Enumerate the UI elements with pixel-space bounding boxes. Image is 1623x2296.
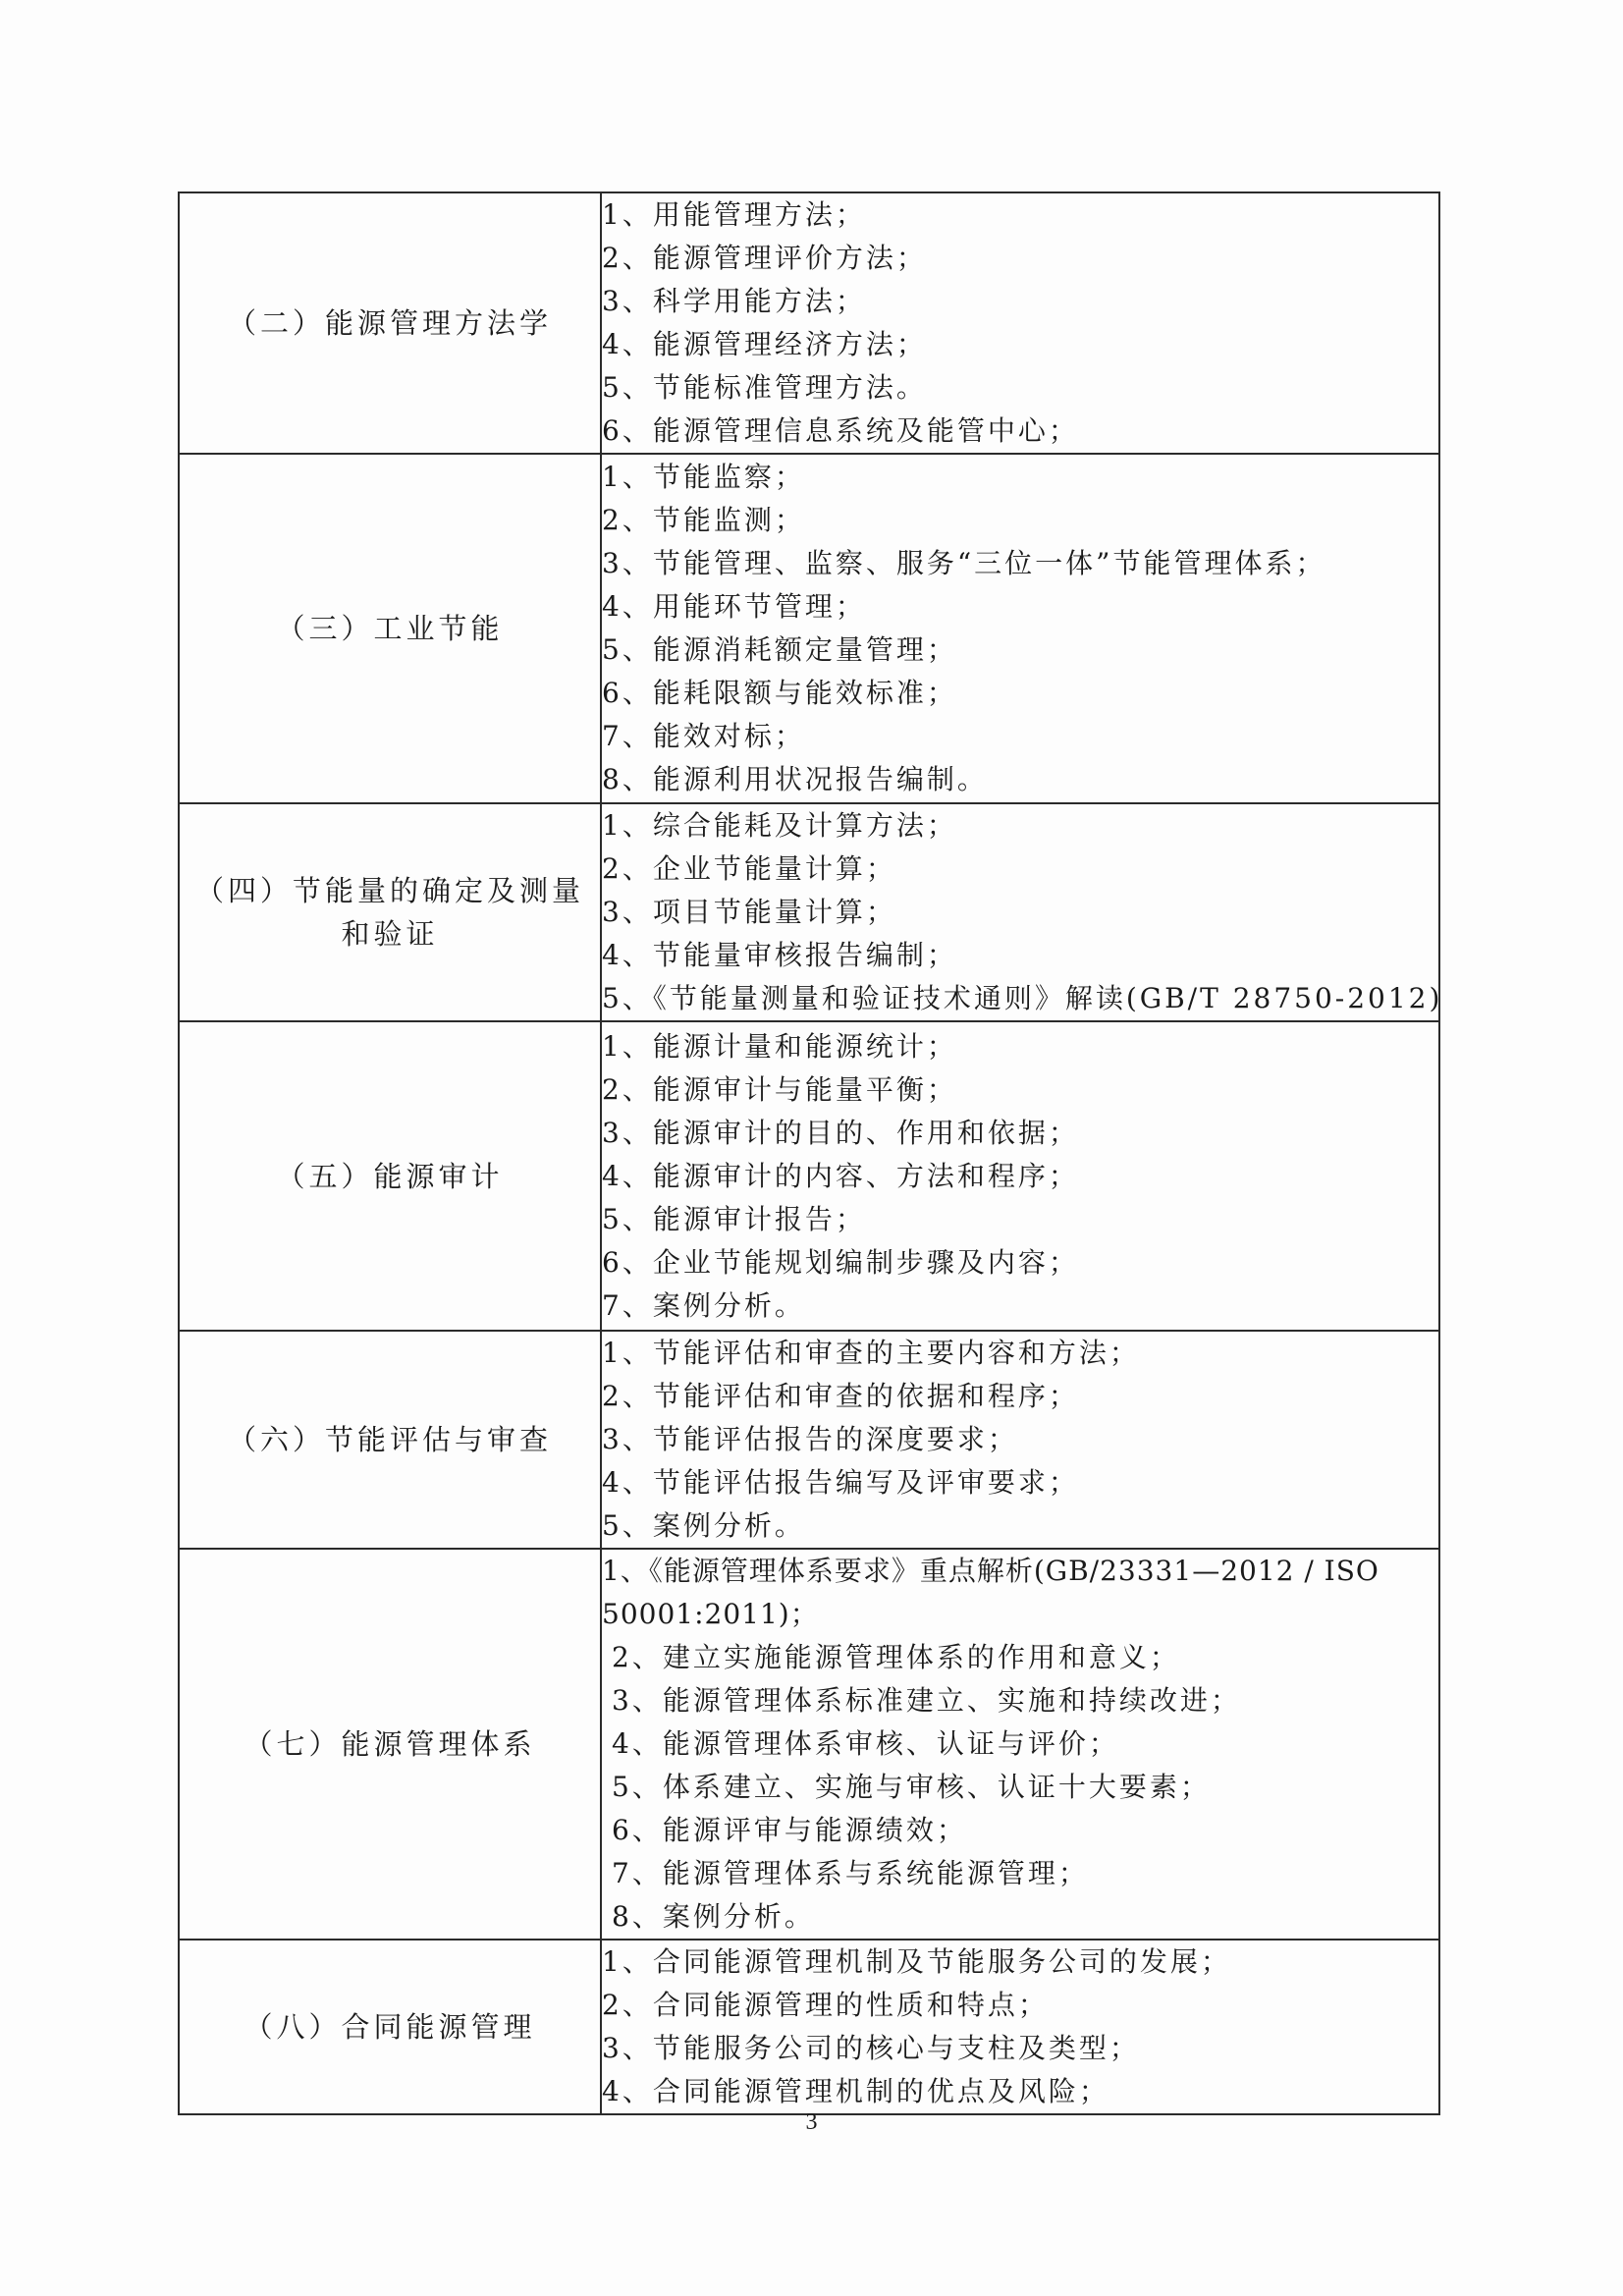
- section-content: [601, 1940, 1439, 2114]
- content-item: 4、节能评估报告编写及评审要求；: [602, 1466, 1079, 1499]
- content-item: 3、项目节能量计算；: [602, 896, 896, 928]
- content-item: 5、案例分析。: [602, 1509, 805, 1542]
- content-item: 5、能源审计报告；: [602, 1202, 866, 1235]
- content-item: 1、节能评估和审查的主要内容和方法；: [602, 1337, 1140, 1369]
- content-item: 7、能源管理体系与系统能源管理；: [612, 1857, 1089, 1889]
- content-item: 3、节能服务公司的核心与支柱及类型；: [602, 2032, 1140, 2064]
- content-item: 4、用能环节管理；: [602, 590, 866, 623]
- content-item: 6、企业节能规划编制步骤及内容；: [602, 1245, 1079, 1279]
- syllabus-table-body: [179, 192, 1443, 2114]
- syllabus-table: [178, 191, 1443, 2115]
- content-item: 8、能源利用状况报告编制。: [602, 763, 988, 795]
- syllabus-row: [179, 454, 1439, 803]
- section-topic: （七）能源管理体系: [179, 1549, 601, 1940]
- syllabus-row: [179, 803, 1439, 1021]
- section-content: [601, 803, 1443, 1021]
- content-item: 1、能源计量和能源统计；: [602, 1029, 957, 1063]
- content-item: 1、用能管理方法；: [602, 198, 866, 231]
- content-item: 3、节能评估报告的深度要求；: [602, 1423, 1018, 1455]
- section-topic: （六）节能评估与审查: [179, 1331, 601, 1549]
- syllabus-row: [179, 1021, 1439, 1331]
- section-content: [601, 1331, 1439, 1549]
- content-item: 5、能源消耗额定量管理；: [602, 633, 957, 666]
- section-content: [601, 454, 1439, 803]
- section-topic: （二）能源管理方法学: [179, 192, 601, 454]
- content-item: 3、能源审计的目的、作用和依据；: [602, 1116, 1079, 1149]
- content-item: 4、节能量审核报告编制；: [602, 939, 957, 971]
- content-item: 2、建立实施能源管理体系的作用和意义；: [612, 1641, 1180, 1673]
- content-item: 3、能源管理体系标准建立、实施和持续改进；: [612, 1684, 1241, 1717]
- content-item: 3、节能管理、监察、服务“三位一体”节能管理体系；: [602, 547, 1326, 579]
- section-content: [601, 1549, 1439, 1940]
- content-item: 7、能效对标；: [602, 720, 805, 752]
- content-item: 5、《节能量测量和验证技术通则》解读(GB/T 28750-2012): [602, 982, 1443, 1014]
- content-item: 4、能源管理经济方法；: [602, 328, 927, 360]
- content-item: 6、能耗限额与能效标准；: [602, 677, 957, 709]
- section-topic: （三）工业节能: [179, 454, 601, 803]
- content-item: 1、合同能源管理机制及节能服务公司的发展；: [602, 1945, 1231, 1978]
- content-item: 2、能源管理评价方法；: [602, 242, 927, 274]
- content-item: 8、案例分析。: [612, 1900, 815, 1933]
- syllabus-row: [179, 192, 1439, 454]
- content-item: 1、综合能耗及计算方法；: [602, 809, 957, 842]
- content-item: 2、节能监测；: [602, 504, 805, 536]
- content-item: 4、能源审计的内容、方法和程序；: [602, 1159, 1079, 1192]
- content-item: 5、节能标准管理方法。: [602, 371, 927, 404]
- page-number: 3: [805, 2109, 818, 2135]
- section-topic: （四）节能量的确定及测量和验证: [179, 803, 601, 1021]
- syllabus-row: [179, 1940, 1439, 2114]
- content-item: 2、能源审计与能量平衡；: [602, 1072, 957, 1106]
- content-item: 6、能源评审与能源绩效；: [612, 1814, 967, 1846]
- content-item: 5、体系建立、实施与审核、认证十大要素；: [612, 1771, 1211, 1803]
- syllabus-row: [179, 1331, 1439, 1549]
- content-item: 4、能源管理体系审核、认证与评价；: [612, 1727, 1119, 1760]
- section-topic: （八）合同能源管理: [179, 1940, 601, 2114]
- section-content: [601, 192, 1439, 454]
- syllabus-row: [179, 1549, 1439, 1940]
- content-item: 4、合同能源管理机制的优点及风险；: [602, 2075, 1109, 2107]
- content-item: 2、企业节能量计算；: [602, 852, 896, 885]
- content-item: 1、节能监察；: [602, 461, 805, 493]
- content-item: 2、合同能源管理的性质和特点；: [602, 1989, 1049, 2021]
- section-topic: （五）能源审计: [179, 1021, 601, 1331]
- section-content: [601, 1021, 1439, 1331]
- content-item: 3、科学用能方法；: [602, 285, 866, 317]
- content-item: 7、案例分析。: [602, 1288, 805, 1322]
- content-item: 2、节能评估和审查的依据和程序；: [602, 1380, 1079, 1412]
- content-item: 6、能源管理信息系统及能管中心；: [602, 414, 1079, 447]
- content-item: 1、《能源管理体系要求》重点解析(GB/23331—2012 / ISO 50001:2011)；: [602, 1555, 1380, 1630]
